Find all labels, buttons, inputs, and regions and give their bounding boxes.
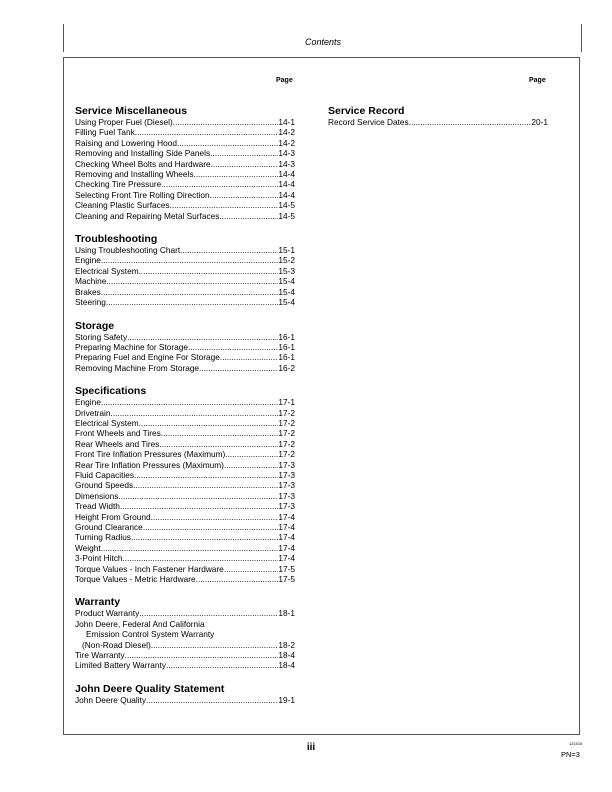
toc-entry-page: 14-1	[278, 117, 295, 127]
toc-entry[interactable]	[75, 200, 295, 210]
toc-entry-title: Preparing Machine for Storage	[75, 341, 188, 352]
dot-leader	[111, 408, 279, 418]
toc-entry-title: Machine	[75, 276, 107, 287]
toc-entry-page: 14-4	[278, 179, 295, 190]
toc-entry-title: Removing and Installing Side Panels	[75, 148, 211, 159]
dot-leader	[224, 460, 278, 470]
toc-entry[interactable]	[75, 287, 295, 297]
toc-entry-title: Fluid Capacities	[75, 469, 135, 480]
section-title: Warranty	[75, 596, 121, 609]
toc-entry-title: Filling Fuel Tank	[75, 127, 135, 138]
dot-leader	[101, 287, 279, 297]
toc-entry[interactable]	[75, 127, 295, 137]
dot-leader	[220, 352, 279, 362]
dot-leader	[118, 491, 278, 501]
pn-label: PN=3	[561, 750, 580, 759]
toc-entry-page: 15-4	[278, 297, 295, 308]
toc-section	[75, 385, 295, 584]
toc-entry[interactable]	[75, 138, 295, 148]
toc-entry-page: 17-3	[278, 480, 295, 491]
toc-entry[interactable]	[328, 117, 548, 127]
toc-entry[interactable]	[75, 553, 295, 563]
toc-entry-title: Cleaning and Repairing Metal Surfaces	[75, 210, 220, 221]
toc-entry-page: 17-2	[278, 428, 295, 439]
dot-leader	[210, 148, 278, 158]
dot-leader	[125, 650, 279, 660]
dot-leader	[225, 449, 278, 459]
toc-entry-page: 17-4	[278, 542, 295, 553]
toc-entry[interactable]	[75, 169, 295, 179]
dot-leader	[131, 532, 278, 542]
dot-leader	[177, 138, 278, 148]
dot-leader	[139, 608, 278, 618]
toc-entry[interactable]	[75, 501, 295, 511]
toc-entry[interactable]	[75, 179, 295, 189]
toc-entry[interactable]	[75, 449, 295, 459]
dot-leader	[159, 439, 278, 449]
dot-leader	[101, 543, 279, 553]
toc-entry-page: 17-3	[278, 490, 295, 501]
toc-entry-page: 16-1	[278, 352, 295, 363]
toc-entry[interactable]	[75, 342, 295, 352]
toc-entry[interactable]	[75, 363, 295, 373]
toc-entry[interactable]	[75, 512, 295, 522]
dot-leader	[106, 297, 278, 307]
doc-code: 121515	[569, 741, 583, 746]
dot-leader	[139, 266, 279, 276]
toc-entry-title: Selecting Front Tire Rolling Direction	[75, 189, 210, 200]
toc-entry-title: Engine	[75, 255, 101, 266]
dot-leader	[219, 211, 278, 221]
toc-entry-page: 14-2	[278, 127, 295, 138]
toc-entry-page: 16-1	[278, 341, 295, 352]
toc-entry[interactable]	[75, 352, 295, 362]
toc-entry-page: 14-2	[278, 137, 295, 148]
toc-entry[interactable]	[75, 695, 295, 705]
toc-entry-title: Using Proper Fuel (Diesel)	[75, 117, 173, 127]
page-number: iii	[306, 742, 316, 753]
dot-leader	[127, 332, 278, 342]
toc-entry[interactable]	[75, 117, 295, 127]
toc-entry-page: 14-3	[278, 148, 295, 159]
toc-section	[75, 105, 295, 221]
toc-entry[interactable]	[75, 276, 295, 286]
dot-leader	[211, 159, 279, 169]
toc-entry[interactable]	[75, 439, 295, 449]
toc-entry-page: 14-4	[278, 189, 295, 200]
toc-entry[interactable]	[75, 418, 295, 428]
toc-entry-page: 17-1	[278, 397, 295, 408]
toc-entry[interactable]	[75, 255, 295, 265]
section-title: John Deere Quality Statement	[75, 682, 225, 695]
toc-entry-page: 17-4	[278, 522, 295, 532]
toc-entry[interactable]	[75, 491, 295, 501]
toc-entry-title: 3-Point Hitch	[75, 553, 123, 564]
toc-entry-page: 15-4	[278, 276, 295, 287]
toc-entry-page: 16-2	[278, 362, 295, 373]
toc-entry[interactable]	[75, 460, 295, 470]
dot-leader	[161, 179, 278, 189]
toc-column-right	[328, 105, 548, 139]
toc-entry-page: 15-1	[278, 245, 295, 256]
toc-entry-page: 14-4	[278, 169, 295, 180]
page-column-label-left: Page	[276, 77, 293, 84]
toc-entry-title: Removing and Installing Wheels	[75, 169, 194, 180]
toc-entry-page: 14-5	[278, 210, 295, 221]
dot-leader	[161, 428, 279, 438]
toc-entry-page: 18-4	[278, 660, 295, 671]
toc-entry[interactable]	[75, 629, 295, 639]
toc-entry-title: Height From Ground	[75, 511, 151, 522]
toc-entry-page: 17-2	[278, 407, 295, 418]
toc-entry-page: 18-2	[278, 639, 295, 650]
toc-entry[interactable]	[75, 266, 295, 276]
page-title: Contents	[304, 37, 342, 47]
toc-entry-title: Tire Warranty	[75, 650, 125, 661]
toc-entry[interactable]	[75, 543, 295, 553]
toc-entry-title: Preparing Fuel and Engine For Storage	[75, 352, 220, 363]
toc-entry-page: 17-2	[278, 438, 295, 449]
toc-entry-page: 17-2	[278, 417, 295, 428]
toc-entry-page: 16-1	[278, 331, 295, 342]
toc-entry[interactable]	[75, 608, 295, 618]
toc-entry-title: (Non-Road Diesel)	[82, 639, 151, 650]
toc-entry-title: Using Troubleshooting Chart	[75, 245, 181, 256]
dot-leader	[194, 169, 279, 179]
toc-entry-title: Ground Clearance	[75, 522, 143, 532]
section-title: Service Miscellaneous	[75, 105, 188, 117]
dot-leader	[151, 640, 279, 650]
toc-entry-title: Emission Control System Warranty	[86, 629, 215, 640]
toc-entry-page: 15-4	[278, 286, 295, 297]
dot-leader	[188, 342, 278, 352]
toc-entry-page: 15-2	[278, 255, 295, 266]
toc-entry-title: Storing Safety	[75, 331, 128, 342]
toc-entry-title: Record Service Dates	[328, 117, 409, 127]
toc-entry-title: Front Wheels and Tires	[75, 428, 161, 439]
toc-entry[interactable]	[75, 190, 295, 200]
toc-entry[interactable]	[75, 332, 295, 342]
toc-entry-page: 20-1	[531, 117, 548, 127]
dot-leader	[123, 553, 279, 563]
page-column-label-right: Page	[529, 77, 546, 84]
toc-entry[interactable]	[75, 619, 295, 629]
dot-leader	[143, 522, 279, 532]
toc-entry-page: 17-4	[278, 511, 295, 522]
dot-leader	[173, 117, 279, 127]
dot-leader	[180, 245, 278, 255]
dot-leader	[409, 117, 532, 127]
dot-leader	[133, 480, 278, 490]
toc-entry[interactable]	[75, 245, 295, 255]
toc-entry-title: Checking Tire Pressure	[75, 179, 162, 190]
toc-entry-title: Steering	[75, 297, 106, 308]
toc-entry[interactable]	[75, 564, 295, 574]
toc-entry-title: Product Warranty	[75, 608, 140, 619]
toc-entry-title: Ground Speeds	[75, 480, 134, 491]
toc-entry-title: Raising and Lowering Hood	[75, 137, 177, 148]
toc-section	[328, 105, 548, 127]
section-title: Troubleshooting	[75, 233, 158, 246]
section-title: Service Record	[328, 105, 405, 117]
toc-entry-page: 17-3	[278, 501, 295, 512]
toc-entry-page: 17-5	[278, 563, 295, 574]
toc-entry-title: Electrical System	[75, 265, 139, 276]
toc-entry[interactable]	[75, 148, 295, 158]
dot-leader	[101, 255, 279, 265]
dot-leader	[151, 512, 279, 522]
toc-entry[interactable]	[75, 640, 295, 650]
section-title: Specifications	[75, 385, 147, 398]
toc-entry-page: 19-1	[278, 694, 295, 705]
toc-column-left	[75, 105, 295, 717]
toc-entry-page: 15-3	[278, 265, 295, 276]
toc-entry-page: 17-3	[278, 469, 295, 480]
toc-entry-title: Torque Values - Metric Hardware	[75, 574, 196, 585]
toc-entry-page: 17-4	[278, 553, 295, 564]
toc-entry-title: Electrical System	[75, 417, 139, 428]
toc-entry-title: John Deere, Federal And California	[75, 618, 205, 629]
toc-entry[interactable]	[75, 522, 295, 532]
dot-leader	[170, 200, 279, 210]
dot-leader	[196, 574, 279, 584]
toc-entry[interactable]	[75, 397, 295, 407]
toc-entry-page: 18-1	[278, 608, 295, 619]
dot-leader	[135, 127, 279, 137]
toc-entry-page: 18-4	[278, 650, 295, 661]
dot-leader	[199, 363, 278, 373]
toc-entry[interactable]	[75, 428, 295, 438]
dot-leader	[134, 470, 278, 480]
toc-entry[interactable]	[75, 574, 295, 584]
toc-entry-title: Front Tire Inflation Pressures (Maximum)	[75, 449, 226, 460]
toc-section	[75, 683, 295, 705]
toc-entry[interactable]	[75, 660, 295, 670]
dot-leader	[146, 695, 278, 705]
toc-entry-title: Removing Machine From Storage	[75, 362, 200, 373]
toc-entry-title: Drivetrain	[75, 407, 111, 418]
toc-section	[75, 596, 295, 670]
section-title: Storage	[75, 319, 115, 332]
toc-entry-title: Torque Values - Inch Fastener Hardware	[75, 563, 224, 574]
toc-entry-title: John Deere Quality	[75, 694, 147, 705]
toc-entry-title: Dimensions	[75, 490, 119, 501]
toc-entry-title: Tread Width	[75, 501, 120, 512]
toc-entry-title: Rear Tire Inflation Pressures (Maximum)	[75, 459, 224, 470]
toc-entry[interactable]	[75, 470, 295, 480]
toc-entry[interactable]	[75, 159, 295, 169]
toc-entry-page: 17-2	[278, 449, 295, 460]
toc-entry[interactable]	[75, 408, 295, 418]
toc-entry-title: Turning Radius	[75, 532, 131, 543]
dot-leader	[139, 418, 279, 428]
toc-entry-title: Weight	[75, 542, 101, 553]
toc-entry-page: 14-3	[278, 158, 295, 169]
toc-entry[interactable]	[75, 297, 295, 307]
toc-entry-page: 17-5	[278, 574, 295, 585]
dot-leader	[106, 276, 278, 286]
toc-entry[interactable]	[75, 480, 295, 490]
dot-leader	[210, 190, 279, 200]
toc-section	[75, 320, 295, 374]
toc-entry[interactable]	[75, 211, 295, 221]
dot-leader	[120, 501, 279, 511]
dot-leader	[101, 397, 279, 407]
toc-entry-page: 14-5	[278, 200, 295, 211]
toc-entry-title: Rear Wheels and Tires	[75, 438, 160, 449]
toc-entry[interactable]	[75, 650, 295, 660]
dot-leader	[224, 564, 279, 574]
toc-entry-title: Checking Wheel Bolts and Hardware	[75, 158, 211, 169]
toc-entry-page: 17-4	[278, 532, 295, 543]
toc-entry-title: Cleaning Plastic Surfaces	[75, 200, 170, 211]
toc-entry-title: Limited Battery Warranty	[75, 660, 166, 671]
toc-entry[interactable]	[75, 532, 295, 542]
toc-entry-title: Brakes	[75, 286, 101, 297]
dot-leader	[166, 660, 278, 670]
toc-entry-page: 17-3	[278, 459, 295, 470]
toc-entry-title: Engine	[75, 397, 101, 408]
toc-section	[75, 233, 295, 307]
